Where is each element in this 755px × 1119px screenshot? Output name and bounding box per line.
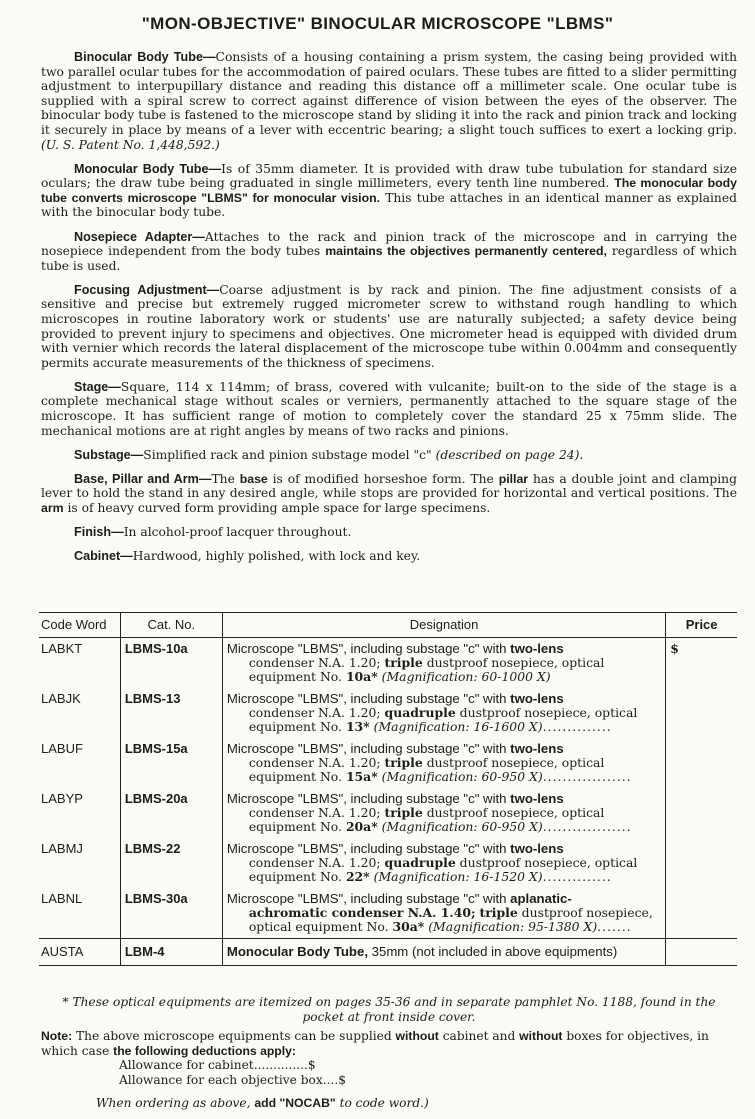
desig-line: condenser N.A. 1.20;: [248, 705, 381, 720]
catalog-table: [39, 612, 737, 966]
note-emphasis: without: [519, 1029, 563, 1043]
spec-emphasis: base: [239, 471, 268, 486]
desig-line: Microscope "LBMS", including substage "c" with: [226, 791, 507, 806]
equipment-no: 10a*: [345, 669, 378, 684]
table-header-row: [39, 613, 737, 638]
page-reference: (described on page 24).: [435, 447, 584, 462]
table-row: [39, 939, 737, 966]
spec-cabinet: [41, 549, 737, 564]
spec-text: In alcohol-proof lacquer throughout.: [123, 525, 352, 540]
spec-base-pillar-arm: [41, 472, 737, 516]
spec-heading: Binocular Body Tube—: [74, 50, 216, 64]
desig-line: Microscope "LBMS", including substage "c" with: [226, 691, 507, 706]
note-label: Note:: [41, 1029, 73, 1043]
cat-no: LBMS-10a: [120, 638, 222, 689]
desig-line: condenser N.A. 1.20;: [248, 855, 381, 870]
code-word: LABMJ: [41, 841, 83, 856]
desig-emphasis: triple: [384, 805, 423, 820]
ordering-text: to code word.): [339, 1096, 429, 1110]
desig-line: condenser N.A. 1.20;: [248, 755, 381, 770]
table-row: [39, 688, 737, 738]
note-text: boxes for objectives, in which case: [41, 1029, 709, 1058]
spec-heading: Stage—: [74, 379, 121, 394]
equipment-no: 22*: [345, 869, 370, 884]
spec-text: Coarse adjustment is by rack and pinion. The fine adjustment consists of a sensitive and precise but extremely rugged micrometer screw to withstand rough handling to which microscopes in routine laboratory work or students' use are naturally subjected; a safety device being provided to prevent injury to specimens and objectives. One micrometer head is equipped with divided drum with vernier which records the lateral displacement of the microscope tube within 0.004mm and consequently permits accurate measurements of the thickness of specimens.: [41, 282, 737, 370]
note: [41, 1029, 737, 1087]
col-header-code-word: Code Word: [39, 613, 120, 638]
code-word: LABKT: [41, 641, 83, 656]
spec-heading: Base, Pillar and Arm—: [74, 471, 212, 486]
spec-text: Square, 114 x 114mm; of brass, covered with vulcanite; built-on to the side of the stage is a complete mechanical stage without scales or verniers, permanently attached to the square stage of the microscope. It has sufficient range of motion to completely cover the standard 25 x 75mm slide. The mechanical motions are at right angles by means of two racks and pinions.: [41, 379, 737, 438]
table-row: [39, 738, 737, 788]
magnification: (Magnification: 60-950 X): [381, 819, 543, 834]
spec-focusing-adjustment: [41, 283, 737, 371]
desig-emphasis: two-lens: [510, 791, 564, 806]
designation: [222, 638, 665, 689]
note-emphasis: the following deductions apply:: [113, 1043, 296, 1058]
spec-heading: Monocular Body Tube—: [74, 161, 222, 176]
price-cell: [666, 688, 737, 738]
desig-emphasis: two-lens: [510, 741, 564, 756]
code-word: LABJK: [41, 691, 81, 706]
desig-line: 35mm (not included in above equipments): [371, 944, 618, 959]
equipment-no: 15a*: [345, 769, 378, 784]
equipment-no: 20a*: [345, 819, 378, 834]
price-cell: [666, 939, 737, 966]
equipment-no: 13*: [345, 719, 370, 734]
spec-emphasis: arm: [41, 501, 64, 516]
cat-no: LBM-4: [120, 939, 222, 966]
desig-line: Microscope "LBMS", including substage "c" with: [226, 841, 507, 856]
spec-text: This tube attaches in an identical manner as explained with the binocular body tube.: [41, 190, 737, 220]
col-header-price: Price: [666, 613, 737, 638]
spec-text: is of heavy curved form providing ample space for large specimens.: [67, 501, 491, 516]
spec-emphasis: maintains the objectives permanently centered,: [325, 244, 607, 259]
cat-no: LBMS-15a: [120, 738, 222, 788]
price-cell: [666, 638, 737, 689]
specifications: [41, 50, 737, 573]
designation: [222, 888, 665, 939]
leader-dots: .......: [597, 919, 632, 934]
page-title: "MON-OBJECTIVE" BINOCULAR MICROSCOPE "LBMS": [141, 14, 614, 33]
table-row: [39, 888, 737, 939]
desig-line: Microscope "LBMS", including substage "c" with: [226, 641, 507, 656]
desig-emphasis: aplanatic-: [510, 891, 572, 906]
ordering-text: When ordering as above,: [96, 1096, 251, 1110]
desig-line: dustproof nosepiece, optical equipment No.: [248, 905, 653, 934]
leader-dots: ..............: [542, 719, 612, 734]
allowance-line: Allowance for each objective box....$: [119, 1072, 346, 1087]
note-text: cabinet and: [442, 1029, 516, 1043]
leader-dots: ..................: [542, 819, 632, 834]
designation: [222, 939, 665, 966]
desig-line: dustproof nosepiece, optical equipment No.: [248, 655, 605, 684]
desig-emphasis: Monocular Body Tube,: [226, 944, 368, 959]
allowance-line: Allowance for cabinet..............$: [119, 1058, 316, 1073]
spec-text: Consists of a housing containing a prism system, the casing being provided with two parallel ocular tubes for the accommodation of paired oculars. These tubes are fitted to a slider permitting adjustment to interpupillary distance and reading this distance off a millimeter scale. One ocular tube is supplied with a spiral screw to correct against difference of vision between the eyes of the observer. The binocular body tube is fastened to the microscope stand by sliding it into the rack and pinion track and locking it securely in place by means of a lever with eccentric bearing; a slight touch suffices to exert a locking grip.: [41, 50, 737, 137]
equipment-no: 30a*: [392, 919, 425, 934]
spec-text: The: [211, 471, 235, 486]
spec-heading: Substage—: [74, 447, 144, 462]
ordering-code: add "NOCAB": [254, 1096, 336, 1110]
price-cell: [666, 838, 737, 888]
spec-binocular-body-tube: [41, 50, 737, 152]
designation: [222, 688, 665, 738]
desig-emphasis: quadruple: [384, 855, 456, 870]
code-word: LABNL: [41, 891, 83, 906]
col-header-designation: Designation: [222, 613, 665, 638]
desig-line: Microscope "LBMS", including substage "c" with: [226, 891, 507, 906]
spec-substage: [41, 448, 737, 463]
spec-monocular-body-tube: [41, 162, 737, 220]
note-emphasis: without: [395, 1029, 439, 1043]
table-row: [39, 838, 737, 888]
cat-no: LBMS-22: [120, 838, 222, 888]
col-header-cat-no: Cat. No.: [120, 613, 222, 638]
spec-finish: [41, 525, 737, 540]
spec-text: Attaches to the rack and pinion track of the microscope and in carrying the nosepiece independent from the body tubes: [41, 229, 737, 259]
desig-emphasis: triple: [384, 755, 423, 770]
cat-no: LBMS-20a: [120, 788, 222, 838]
spec-text: is of modified horseshoe form. The: [272, 471, 494, 486]
desig-emphasis: two-lens: [510, 841, 564, 856]
code-word: AUSTA: [39, 939, 120, 966]
spec-nosepiece-adapter: [41, 230, 737, 274]
desig-emphasis: quadruple: [384, 705, 456, 720]
spec-text: has a double joint and clamping lever to hold the stand in any desired angle, while stops are provided for horizontal and vertical positions. The: [41, 471, 737, 501]
code-word: LABUF: [41, 741, 83, 756]
table-row: [39, 788, 737, 838]
patent-note: (U. S. Patent No. 1,448,592.): [41, 137, 220, 152]
desig-line: condenser N.A. 1.20;: [248, 805, 381, 820]
desig-line: condenser N.A. 1.20;: [248, 655, 381, 670]
table-row: [39, 638, 737, 689]
cat-no: LBMS-13: [120, 688, 222, 738]
spec-stage: [41, 380, 737, 438]
magnification: (Magnification: 60-950 X): [381, 769, 543, 784]
cat-no: LBMS-30a: [120, 888, 222, 939]
price-cell: [666, 788, 737, 838]
spec-heading: Cabinet—: [74, 549, 133, 564]
desig-emphasis: achromatic condenser N.A. 1.40;: [248, 905, 476, 920]
price-cell: [666, 738, 737, 788]
spec-heading: Finish—: [74, 525, 124, 540]
price-cell: [666, 888, 737, 939]
desig-line: Microscope "LBMS", including substage "c" with: [226, 741, 507, 756]
desig-line: dustproof nosepiece, optical equipment No.: [248, 805, 605, 834]
desig-line: dustproof nosepiece, optical equipment No.: [248, 855, 638, 884]
spec-text: Is of 35mm diameter. It is provided with draw tube tubulation for standard size oculars; the draw tube being graduated in single millimeters, every tenth line numbered.: [41, 161, 737, 191]
leader-dots: ..................: [542, 769, 632, 784]
magnification: (Magnification: 95-1380 X): [428, 919, 598, 934]
ordering-instruction: [96, 1096, 755, 1111]
designation: [222, 838, 665, 888]
magnification: (Magnification: 16-1520 X): [373, 869, 543, 884]
desig-emphasis: triple: [479, 905, 518, 920]
code-word: LABYP: [41, 791, 83, 806]
designation: [222, 788, 665, 838]
desig-emphasis: two-lens: [510, 691, 564, 706]
spec-heading: Nosepiece Adapter—: [74, 229, 205, 244]
spec-text: regardless of which tube is used.: [41, 244, 737, 273]
spec-text: Simplified rack and pinion substage model "c": [143, 447, 432, 462]
magnification: (Magnification: 60-1000 X): [381, 669, 551, 684]
spec-heading: Focusing Adjustment—: [74, 282, 220, 297]
price-symbol: $: [670, 641, 679, 656]
leader-dots: ..............: [542, 869, 612, 884]
desig-line: dustproof nosepiece, optical equipment No.: [248, 755, 605, 784]
designation: [222, 738, 665, 788]
footnote: * These optical equipments are itemized on pages 35-36 and in separate pamphlet No. 1188, found in the pocket at front inside cover.: [62, 995, 716, 1024]
desig-emphasis: triple: [384, 655, 423, 670]
note-text: The above microscope equipments can be supplied: [76, 1029, 392, 1043]
spec-emphasis: The monocular body tube converts microscope "LBMS" for monocular vision.: [41, 176, 737, 205]
desig-line: dustproof nosepiece, optical equipment No.: [248, 705, 638, 734]
magnification: (Magnification: 16-1600 X): [373, 719, 543, 734]
desig-emphasis: two-lens: [510, 641, 564, 656]
spec-text: Hardwood, highly polished, with lock and key.: [132, 549, 421, 564]
spec-emphasis: pillar: [498, 471, 529, 486]
